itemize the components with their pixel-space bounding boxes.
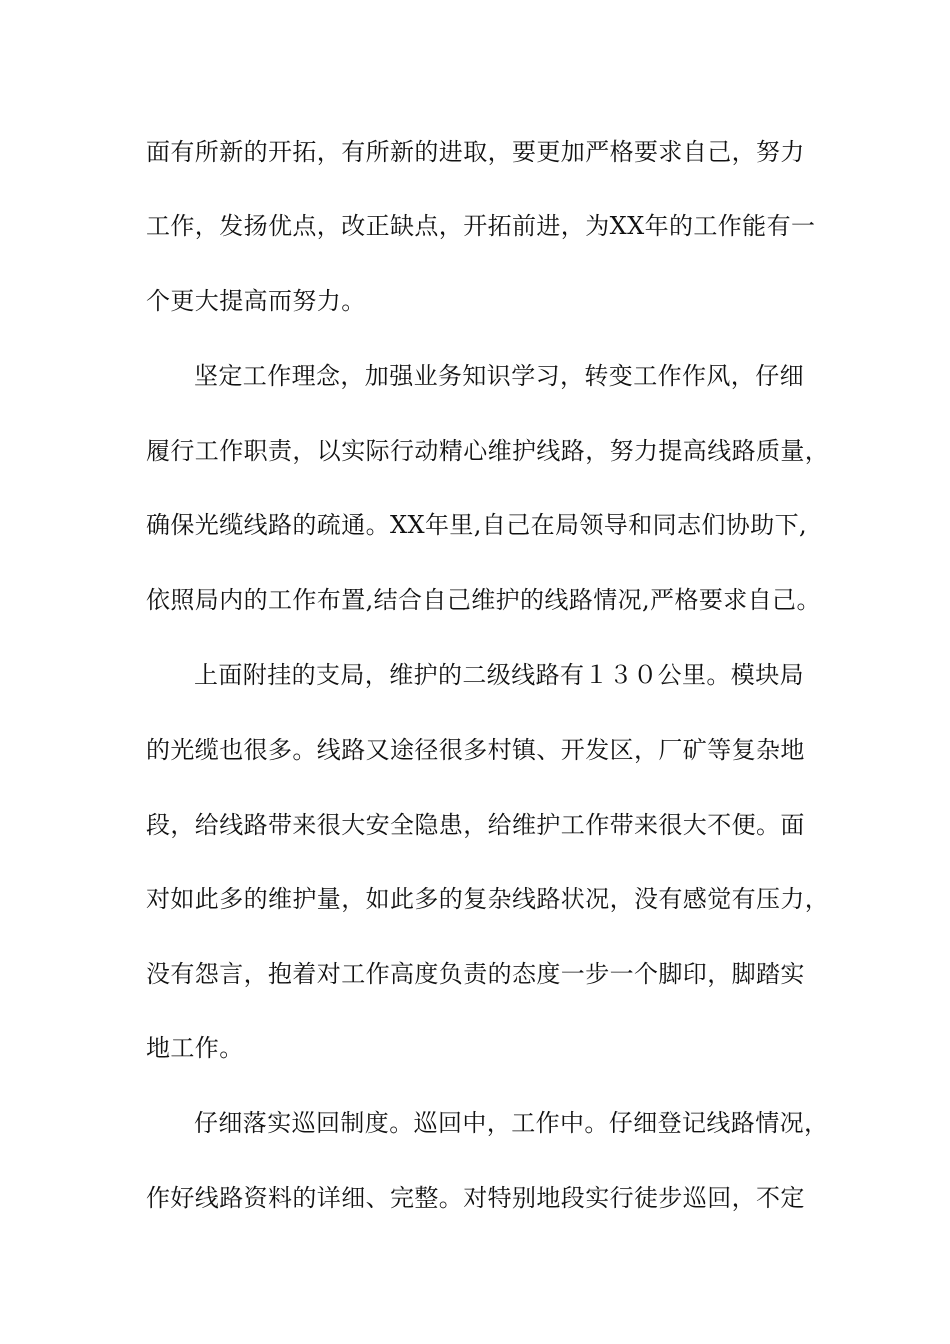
paragraph-first-line: 仔细落实巡回制度。巡回中，工作中。仔细登记线路情况， [194,1109,829,1137]
text-line: 个更大提高而努力。 [146,287,366,315]
text-line: 依照局内的工作布置,结合自己维护的线路情况,严格要求自己。 [146,586,821,614]
text-line: 履行工作职责，以实际行动精心维护线路，努力提高线路质量， [146,437,830,465]
text-line: 作好线路资料的详细、完整。对特别地段实行徒步巡回，不定 [146,1184,805,1212]
paragraph-first-line: 坚定工作理念，加强业务知识学习，转变工作作风，仔细 [194,362,804,390]
text-line: 确保光缆线路的疏通。XX年里,自己在局领导和同志们协助下, [146,511,808,539]
text-line: 工作，发扬优点，改正缺点，开拓前进，为XX年的工作能有一 [146,212,816,240]
text-line: 没有怨言，抱着对工作高度负责的态度一步一个脚印，脚踏实 [146,960,805,988]
text-line: 段，给线路带来很大安全隐患，给维护工作带来很大不便。面 [146,811,805,839]
text-line: 地工作。 [146,1034,244,1062]
text-line: 对如此多的维护量，如此多的复杂线路状况，没有感觉有压力， [146,885,830,913]
text-line: 的光缆也很多。线路又途径很多村镇、开发区，厂矿等复杂地 [146,736,805,764]
text-line: 面有所新的开拓，有所新的进取，要更加严格要求自己，努力 [146,138,805,166]
paragraph-first-line: 上面附挂的支局，维护的二级线路有１３０公里。模块局 [194,661,804,689]
